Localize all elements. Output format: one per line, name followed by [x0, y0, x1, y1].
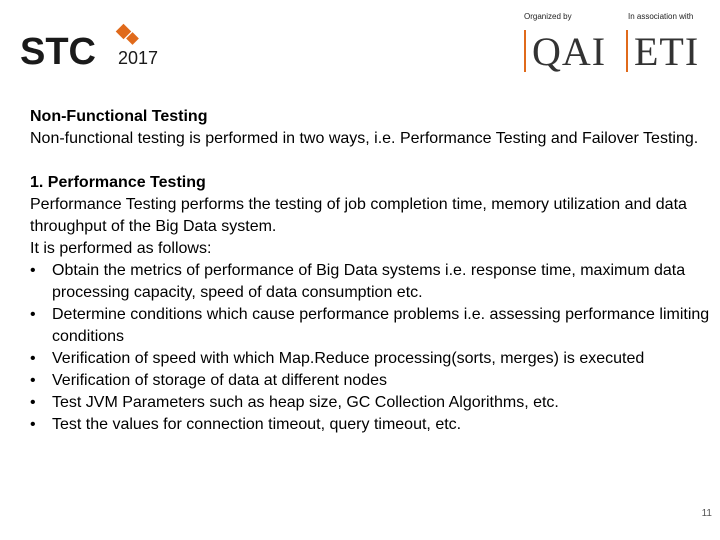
association-caption: In association with — [628, 12, 694, 21]
section-title: Non-Functional Testing — [30, 108, 208, 125]
list-item-text: Verification of speed with which Map.Reduce processing(sorts, merges) is executed — [52, 350, 645, 367]
subsection-intro: Performance Testing performs the testing of job completion time, memory utilization and data throughput of the Big Data system. — [30, 196, 687, 235]
list-item — [30, 370, 710, 392]
list-item — [30, 348, 710, 370]
bullet-icon: • — [30, 394, 36, 411]
list-item — [30, 392, 710, 414]
qai-logo: QAI — [532, 29, 607, 74]
divider — [524, 30, 526, 72]
bullet-icon: • — [30, 416, 36, 433]
list-item-text: Determine conditions which cause performance problems i.e. assessing performance limiting conditions — [52, 306, 710, 345]
list-item — [30, 304, 710, 348]
page-number: 11 — [701, 508, 712, 519]
bullet-icon: • — [30, 350, 36, 367]
organizers-block — [520, 10, 710, 74]
organized-by-caption: Organized by — [524, 12, 572, 21]
eti-logo: ETI — [634, 29, 700, 74]
logo-year: 2017 — [118, 48, 159, 68]
slide-header — [0, 0, 720, 80]
bullet-icon: • — [30, 262, 36, 279]
list-item-text: Test the values for connection timeout, query timeout, etc. — [52, 416, 462, 433]
list-item-text: Test JVM Parameters such as heap size, GC Collection Algorithms, etc. — [52, 394, 559, 411]
spacer — [30, 150, 710, 172]
list-item — [30, 260, 710, 304]
divider — [626, 30, 628, 72]
bullet-list — [30, 260, 710, 436]
follows-text: It is performed as follows: — [30, 240, 212, 257]
slide-body — [30, 106, 710, 436]
subsection-title: 1. Performance Testing — [30, 174, 206, 191]
bullet-icon: • — [30, 306, 36, 323]
logo-text: STC — [20, 31, 96, 70]
section-intro: Non-functional testing is performed in two ways, i.e. Performance Testing and Failover Testing. — [30, 130, 699, 147]
bullet-icon: • — [30, 372, 36, 389]
list-item-text: Verification of storage of data at different nodes — [52, 372, 388, 389]
diamond-icon — [116, 24, 139, 45]
list-item — [30, 414, 710, 436]
list-item-text: Obtain the metrics of performance of Big Data systems i.e. response time, maximum data processing capacity, speed of data consumption etc. — [52, 262, 686, 301]
stc-2017-logo — [20, 20, 180, 70]
